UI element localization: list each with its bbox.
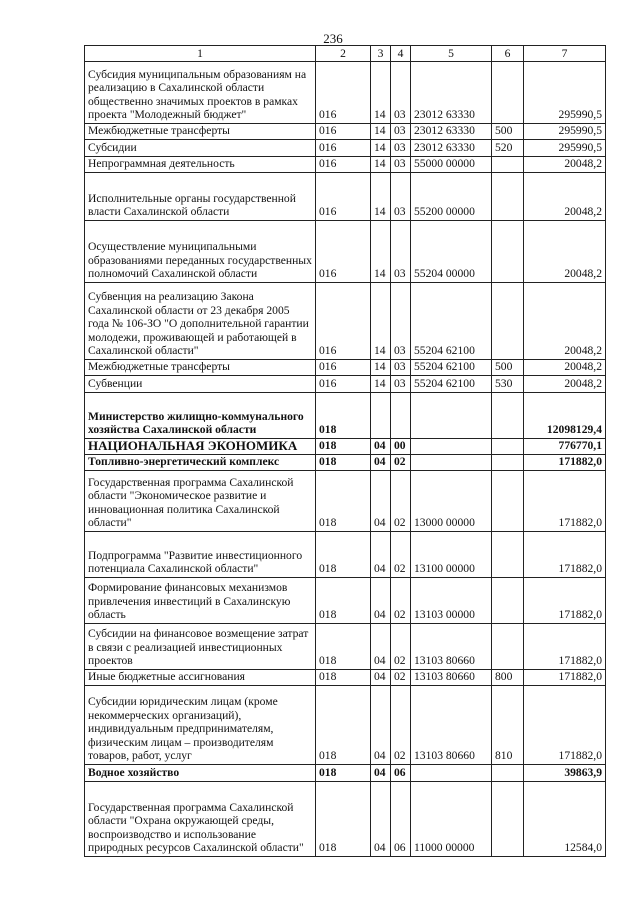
table-row — [85, 439, 606, 455]
chapter-cell: 018 — [316, 471, 371, 532]
subsection-cell: 03 — [391, 140, 411, 157]
expense-type-cell: 500 — [492, 360, 524, 376]
amount-cell: 12584,0 — [524, 782, 606, 857]
chapter-cell: 018 — [316, 624, 371, 670]
subsection-cell: 03 — [391, 157, 411, 173]
table-row — [85, 62, 606, 124]
row-name-cell: Межбюджетные трансферты — [85, 360, 316, 376]
amount-cell: 295990,5 — [524, 140, 606, 157]
header-cell-2: 2 — [316, 46, 371, 62]
section-cell: 14 — [371, 173, 391, 221]
amount-cell: 171882,0 — [524, 670, 606, 686]
row-name-cell: Субвенция на реализацию Закона Сахалинской области от 23 декабря 2005 года № 106-ЗО "О дополнительной гарантии молодежи, проживающей и работающей в Сахалинской области" — [85, 283, 316, 360]
section-cell: 14 — [371, 124, 391, 140]
target-article-cell: 13103 80660 — [411, 686, 492, 765]
table-row — [85, 221, 606, 283]
chapter-cell: 018 — [316, 439, 371, 455]
subsection-cell: 03 — [391, 124, 411, 140]
amount-cell: 171882,0 — [524, 624, 606, 670]
subsection-cell — [391, 393, 411, 439]
target-article-cell: 55204 00000 — [411, 221, 492, 283]
subsection-cell: 00 — [391, 439, 411, 455]
subsection-cell: 03 — [391, 283, 411, 360]
subsection-cell: 02 — [391, 532, 411, 578]
section-cell: 14 — [371, 157, 391, 173]
target-article-cell — [411, 765, 492, 782]
expense-type-cell — [492, 157, 524, 173]
table-row — [85, 670, 606, 686]
amount-cell: 20048,2 — [524, 283, 606, 360]
section-cell: 04 — [371, 578, 391, 624]
target-article-cell: 55000 00000 — [411, 157, 492, 173]
amount-cell: 20048,2 — [524, 173, 606, 221]
section-cell: 04 — [371, 455, 391, 471]
section-cell: 04 — [371, 670, 391, 686]
expense-type-cell — [492, 624, 524, 670]
expense-type-cell: 520 — [492, 140, 524, 157]
section-cell: 04 — [371, 471, 391, 532]
table-row — [85, 765, 606, 782]
section-cell: 14 — [371, 283, 391, 360]
chapter-cell: 016 — [316, 221, 371, 283]
table-header-row — [85, 46, 606, 62]
target-article-cell: 23012 63330 — [411, 62, 492, 124]
table-row — [85, 124, 606, 140]
header-cell-5: 5 — [411, 46, 492, 62]
chapter-cell: 016 — [316, 173, 371, 221]
row-name-cell: Иные бюджетные ассигнования — [85, 670, 316, 686]
chapter-cell: 018 — [316, 578, 371, 624]
expense-type-cell — [492, 221, 524, 283]
row-name-cell: Подпрограмма "Развитие инвестиционного потенциала Сахалинской области" — [85, 532, 316, 578]
expense-type-cell: 500 — [492, 124, 524, 140]
chapter-cell: 018 — [316, 686, 371, 765]
section-cell: 04 — [371, 686, 391, 765]
section-cell: 04 — [371, 439, 391, 455]
target-article-cell: 13100 00000 — [411, 532, 492, 578]
expense-type-cell — [492, 439, 524, 455]
target-article-cell — [411, 393, 492, 439]
chapter-cell: 018 — [316, 670, 371, 686]
chapter-cell: 018 — [316, 455, 371, 471]
section-cell: 14 — [371, 376, 391, 393]
amount-cell: 20048,2 — [524, 157, 606, 173]
header-cell-3: 3 — [371, 46, 391, 62]
row-name-cell: Водное хозяйство — [85, 765, 316, 782]
target-article-cell: 13103 00000 — [411, 578, 492, 624]
table-row — [85, 578, 606, 624]
row-name-cell: Осуществление муниципальными образованиями переданных государственных полномочий Сахалинской области — [85, 221, 316, 283]
chapter-cell: 016 — [316, 124, 371, 140]
expense-type-cell — [492, 532, 524, 578]
expense-type-cell — [492, 62, 524, 124]
expense-type-cell — [492, 782, 524, 857]
amount-cell: 39863,9 — [524, 765, 606, 782]
target-article-cell: 11000 00000 — [411, 782, 492, 857]
section-cell: 14 — [371, 140, 391, 157]
target-article-cell: 55204 62100 — [411, 360, 492, 376]
expense-type-cell — [492, 283, 524, 360]
table-row — [85, 283, 606, 360]
subsection-cell: 02 — [391, 624, 411, 670]
row-name-cell: Субвенции — [85, 376, 316, 393]
section-cell: 04 — [371, 532, 391, 578]
subsection-cell: 06 — [391, 765, 411, 782]
table-row — [85, 686, 606, 765]
subsection-cell: 06 — [391, 782, 411, 857]
subsection-cell: 03 — [391, 360, 411, 376]
chapter-cell: 016 — [316, 360, 371, 376]
budget-table — [84, 45, 606, 857]
expense-type-cell: 800 — [492, 670, 524, 686]
amount-cell: 171882,0 — [524, 686, 606, 765]
target-article-cell: 55204 62100 — [411, 376, 492, 393]
chapter-cell: 016 — [316, 283, 371, 360]
amount-cell: 776770,1 — [524, 439, 606, 455]
row-name-cell: НАЦИОНАЛЬНАЯ ЭКОНОМИКА — [85, 439, 316, 455]
target-article-cell: 23012 63330 — [411, 140, 492, 157]
subsection-cell: 02 — [391, 686, 411, 765]
table-row — [85, 360, 606, 376]
target-article-cell: 55204 62100 — [411, 283, 492, 360]
expense-type-cell — [492, 393, 524, 439]
amount-cell: 20048,2 — [524, 221, 606, 283]
chapter-cell: 018 — [316, 393, 371, 439]
section-cell — [371, 393, 391, 439]
table-row — [85, 455, 606, 471]
section-cell: 14 — [371, 62, 391, 124]
amount-cell: 171882,0 — [524, 578, 606, 624]
table-body — [85, 62, 606, 857]
target-article-cell: 13103 80660 — [411, 670, 492, 686]
row-name-cell: Непрограммная деятельность — [85, 157, 316, 173]
amount-cell: 20048,2 — [524, 360, 606, 376]
row-name-cell: Субсидии юридическим лицам (кроме некоммерческих организаций), индивидуальным предпринимателям, физическим лицам – производителям товаров, работ, услуг — [85, 686, 316, 765]
table-row — [85, 173, 606, 221]
section-cell: 14 — [371, 360, 391, 376]
header-cell-4: 4 — [391, 46, 411, 62]
header-cell-7: 7 — [524, 46, 606, 62]
amount-cell: 295990,5 — [524, 124, 606, 140]
amount-cell: 171882,0 — [524, 532, 606, 578]
subsection-cell: 02 — [391, 455, 411, 471]
subsection-cell: 02 — [391, 578, 411, 624]
table-row — [85, 782, 606, 857]
row-name-cell: Субсидии — [85, 140, 316, 157]
subsection-cell: 03 — [391, 376, 411, 393]
target-article-cell: 55200 00000 — [411, 173, 492, 221]
subsection-cell: 02 — [391, 670, 411, 686]
table-row — [85, 624, 606, 670]
amount-cell: 12098129,4 — [524, 393, 606, 439]
row-name-cell: Министерство жилищно-коммунального хозяйства Сахалинской области — [85, 393, 316, 439]
amount-cell: 295990,5 — [524, 62, 606, 124]
header-cell-6: 6 — [492, 46, 524, 62]
target-article-cell: 13000 00000 — [411, 471, 492, 532]
row-name-cell: Субсидия муниципальным образованиям на реализацию в Сахалинской области общественно значимых проектов в рамках проекта "Молодежный бюджет" — [85, 62, 316, 124]
section-cell: 14 — [371, 221, 391, 283]
expense-type-cell: 810 — [492, 686, 524, 765]
row-name-cell: Субсидии на финансовое возмещение затрат в связи с реализацией инвестиционных проектов — [85, 624, 316, 670]
amount-cell: 20048,2 — [524, 376, 606, 393]
target-article-cell: 13103 80660 — [411, 624, 492, 670]
chapter-cell: 016 — [316, 62, 371, 124]
subsection-cell: 03 — [391, 62, 411, 124]
row-name-cell: Топливно-энергетический комплекс — [85, 455, 316, 471]
subsection-cell: 02 — [391, 471, 411, 532]
chapter-cell: 016 — [316, 157, 371, 173]
expense-type-cell — [492, 578, 524, 624]
chapter-cell: 018 — [316, 782, 371, 857]
expense-type-cell — [492, 173, 524, 221]
table-row — [85, 140, 606, 157]
expense-type-cell — [492, 471, 524, 532]
row-name-cell: Формирование финансовых механизмов привлечения инвестиций в Сахалинскую область — [85, 578, 316, 624]
table-row — [85, 376, 606, 393]
table-row — [85, 532, 606, 578]
expense-type-cell: 530 — [492, 376, 524, 393]
target-article-cell — [411, 439, 492, 455]
row-name-cell: Государственная программа Сахалинской области "Охрана окружающей среды, воспроизводство и использование природных ресурсов Сахалинской области" — [85, 782, 316, 857]
table-row — [85, 393, 606, 439]
expense-type-cell — [492, 765, 524, 782]
section-cell: 04 — [371, 624, 391, 670]
subsection-cell: 03 — [391, 173, 411, 221]
page-number: 236 — [323, 31, 343, 46]
amount-cell: 171882,0 — [524, 455, 606, 471]
chapter-cell: 018 — [316, 765, 371, 782]
target-article-cell: 23012 63330 — [411, 124, 492, 140]
table-row — [85, 157, 606, 173]
chapter-cell: 018 — [316, 532, 371, 578]
subsection-cell: 03 — [391, 221, 411, 283]
row-name-cell: Государственная программа Сахалинской области "Экономическое развитие и инновационная политика Сахалинской области" — [85, 471, 316, 532]
section-cell: 04 — [371, 765, 391, 782]
chapter-cell: 016 — [316, 140, 371, 157]
row-name-cell: Исполнительные органы государственной власти Сахалинской области — [85, 173, 316, 221]
section-cell: 04 — [371, 782, 391, 857]
row-name-cell: Межбюджетные трансферты — [85, 124, 316, 140]
header-cell-1: 1 — [85, 46, 316, 62]
amount-cell: 171882,0 — [524, 471, 606, 532]
table-row — [85, 471, 606, 532]
chapter-cell: 016 — [316, 376, 371, 393]
expense-type-cell — [492, 455, 524, 471]
target-article-cell — [411, 455, 492, 471]
